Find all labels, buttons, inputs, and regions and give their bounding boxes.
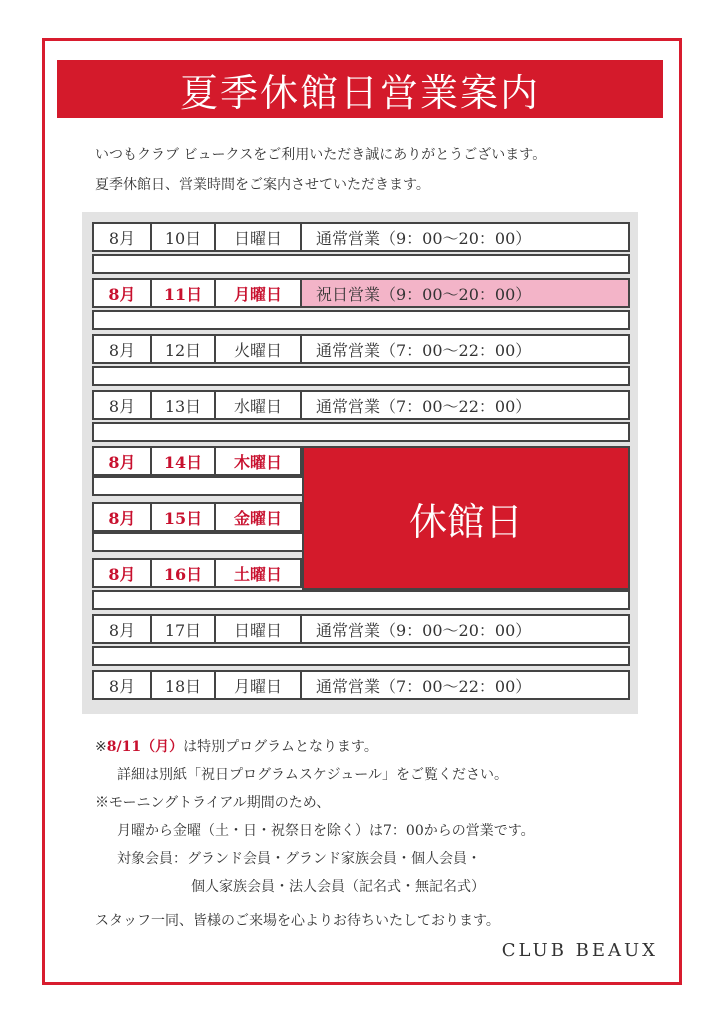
weekday-cell: 水曜日 (214, 390, 302, 420)
status-cell-holiday: 祝日営業（9：00〜20：00） (300, 278, 630, 308)
page-title: 夏季休館日営業案内 (57, 60, 663, 118)
day-cell: 11日 (150, 278, 216, 308)
day-cell: 10日 (150, 222, 216, 252)
table-spacer (92, 590, 630, 610)
note-members-cont: 個人家族会員・法人会員（記名式・無記名式） (191, 879, 485, 895)
weekday-cell: 木曜日 (214, 446, 302, 476)
status-cell: 通常営業（9：00〜20：00） (300, 614, 630, 644)
note-mark: ※ (95, 739, 107, 755)
month-cell: 8月 (92, 502, 152, 532)
table-row (92, 502, 304, 532)
month-cell: 8月 (92, 334, 152, 364)
table-spacer (92, 476, 304, 496)
day-cell: 16日 (150, 558, 216, 588)
closed-days-block: 休館日 (302, 446, 630, 590)
month-cell: 8月 (92, 558, 152, 588)
note-weekday-hours: 月曜から金曜（土・日・祝祭日を除く）は7：00からの営業です。 (117, 823, 535, 839)
note-details: 詳細は別紙「祝日プログラムスケジュール」をご覧ください。 (117, 767, 509, 783)
note-members: 対象会員：グランド会員・グランド家族会員・個人会員・ (117, 851, 481, 867)
table-row (92, 334, 630, 364)
day-cell: 14日 (150, 446, 216, 476)
month-cell: 8月 (92, 278, 152, 308)
table-spacer (92, 254, 630, 274)
month-cell: 8月 (92, 670, 152, 700)
day-cell: 15日 (150, 502, 216, 532)
month-cell: 8月 (92, 222, 152, 252)
day-cell: 17日 (150, 614, 216, 644)
table-row (92, 446, 304, 476)
table-spacer (92, 532, 304, 552)
weekday-cell: 月曜日 (214, 278, 302, 308)
status-cell: 通常営業（7：00〜22：00） (300, 390, 630, 420)
day-cell: 13日 (150, 390, 216, 420)
intro-line-1: いつもクラブ ビュークスをご利用いただき誠にありがとうございます。 (95, 147, 547, 163)
note-morning-trial: ※モーニングトライアル期間のため、 (95, 795, 331, 811)
day-cell: 18日 (150, 670, 216, 700)
table-row (92, 614, 630, 644)
table-row (92, 558, 304, 588)
status-cell: 通常営業（7：00〜22：00） (300, 670, 630, 700)
weekday-cell: 火曜日 (214, 334, 302, 364)
table-row (92, 278, 630, 308)
special-date: 8/11（月） (106, 739, 184, 755)
weekday-cell: 日曜日 (214, 614, 302, 644)
table-spacer (92, 646, 630, 666)
weekday-cell: 月曜日 (214, 670, 302, 700)
status-cell: 通常営業（7：00〜22：00） (300, 334, 630, 364)
intro-line-2: 夏季休館日、営業時間をご案内させていただきます。 (95, 177, 430, 193)
month-cell: 8月 (92, 390, 152, 420)
table-row (92, 222, 630, 252)
table-spacer (92, 310, 630, 330)
table-spacer (92, 422, 630, 442)
weekday-cell: 日曜日 (214, 222, 302, 252)
closing-message: スタッフ一同、皆様のご来場を心よりお待ちいたしております。 (95, 913, 500, 929)
note-text: は特別プログラムとなります。 (183, 739, 378, 755)
day-cell: 12日 (150, 334, 216, 364)
month-cell: 8月 (92, 614, 152, 644)
table-row (92, 670, 630, 700)
table-spacer (92, 366, 630, 386)
month-cell: 8月 (92, 446, 152, 476)
note-special-program (95, 736, 378, 756)
status-cell: 通常営業（9：00〜20：00） (300, 222, 630, 252)
table-row (92, 390, 630, 420)
weekday-cell: 金曜日 (214, 502, 302, 532)
weekday-cell: 土曜日 (214, 558, 302, 588)
brand-name: CLUB BEAUX (501, 940, 658, 961)
